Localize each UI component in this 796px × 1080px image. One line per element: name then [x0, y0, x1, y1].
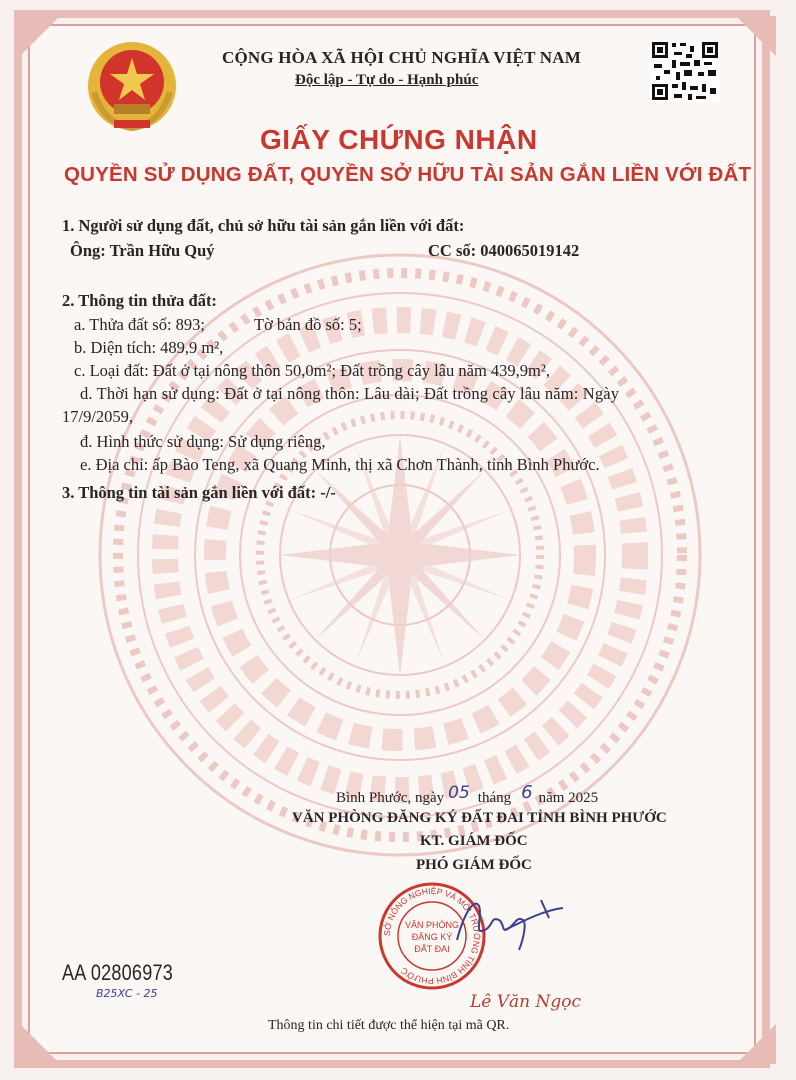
land-use-term-date: 17/9/2059, [62, 407, 134, 426]
stamp-line1: VĂN PHÒNG [404, 920, 460, 930]
address: e. Địa chỉ: ấp Bào Teng, xã Quang Minh, thị xã Chơn Thành, tỉnh Bình Phước. [80, 455, 600, 474]
stamp-line2: ĐĂNG KÝ [411, 932, 453, 942]
parcel-number: a. Thửa đất số: 893; [74, 315, 205, 334]
issue-day: 05 [448, 783, 470, 803]
owner-name: Ông: Trần Hữu Quý [70, 241, 215, 260]
section3-heading: 3. Thông tin tài sản gắn liền với đất: -/- [62, 483, 336, 502]
country-name: CỘNG HÒA XÃ HỘI CHỦ NGHĨA VIỆT NAM [222, 48, 581, 67]
serial-number: AA 02806973 [62, 960, 174, 985]
handwritten-signature-icon [445, 880, 575, 960]
corner-ornament-icon [736, 1024, 776, 1064]
qr-code-icon[interactable] [650, 40, 720, 102]
corner-ornament-icon [736, 16, 776, 56]
signer-name: Lê Văn Ngọc [470, 992, 582, 1012]
month-label: tháng [477, 790, 512, 806]
place-date-prefix: Bình Phước, ngày [336, 790, 445, 806]
year-label: năm 2025 [538, 790, 599, 806]
area: b. Diện tích: 489,9 m², [74, 338, 224, 357]
corner-ornament-icon [20, 16, 60, 56]
national-motto: Độc lập - Tự do - Hạnh phúc [295, 72, 479, 88]
issue-month: 6 [521, 782, 533, 803]
section2-heading: 2. Thông tin thửa đất: [62, 291, 217, 310]
national-emblem-icon [84, 38, 180, 134]
serial-handwritten-note: B25XC - 25 [96, 987, 158, 1000]
stamp-line3: ĐẤT ĐAI [414, 944, 450, 954]
stamp-ring-text: SỞ NÔNG NGHIỆP VÀ MÔI TRƯỜNG TỈNH BÌNH PHƯỚC [381, 885, 483, 987]
corner-ornament-icon [20, 1024, 60, 1064]
kt-director: KT. GIÁM ĐỐC [420, 833, 528, 849]
issuing-office: VĂN PHÒNG ĐĂNG KÝ ĐẤT ĐAI TỈNH BÌNH PHƯỚC [292, 810, 667, 826]
qr-footer-note: Thông tin chi tiết được thể hiện tại mã QR. [268, 1018, 510, 1033]
issue-date [336, 782, 599, 807]
owner-id-number: CC số: 040065019142 [428, 241, 580, 260]
usage-form: đ. Hình thức sử dụng: Sử dụng riêng, [80, 432, 326, 451]
land-use-term: d. Thời hạn sử dụng: Đất ở tại nông thôn: Lâu dài; Đất trồng cây lâu năm: Ngày [80, 384, 620, 403]
section1-heading: 1. Người sử dụng đất, chủ sở hữu tài sản gắn liền với đất: [62, 216, 465, 235]
land-type: c. Loại đất: Đất ở tại nông thôn 50,0m²; Đất trồng cây lâu năm 439,9m², [74, 361, 550, 380]
map-sheet-number: Tờ bản đồ số: 5; [254, 315, 362, 334]
certificate-subtitle: QUYỀN SỬ DỤNG ĐẤT, QUYỀN SỞ HỮU TÀI SẢN GẮN LIỀN VỚI ĐẤT [64, 163, 752, 186]
certificate-title: GIẤY CHỨNG NHẬN [260, 124, 538, 155]
deputy-director: PHÓ GIÁM ĐỐC [416, 857, 532, 873]
